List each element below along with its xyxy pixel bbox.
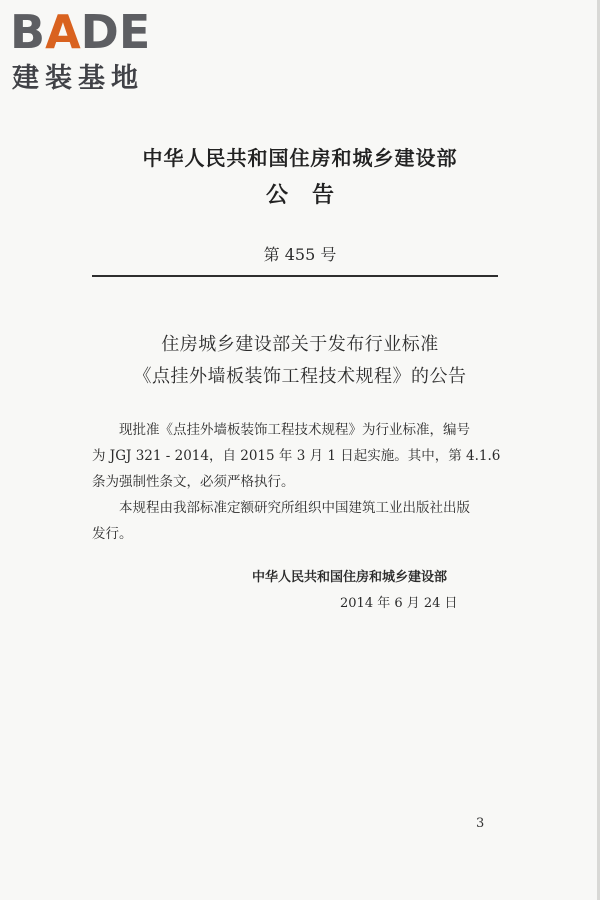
body-line: 现批准《点挂外墙板装饰工程技术规程》为行业标准，编号 (92, 422, 470, 438)
signature-date: 2014 年 6 月 24 日 (340, 596, 458, 611)
body-line: 为 JGJ 321 - 2014，自 2015 年 3 月 1 日起实施。其中，第 4.1.6 (92, 448, 501, 464)
signature-organization: 中华人民共和国住房和城乡建设部 (252, 570, 448, 585)
document-number: 第 455 号 (263, 245, 337, 264)
notice-title: 公告 (265, 183, 358, 208)
page-number: 3 (476, 816, 485, 831)
bade-logo (10, 6, 175, 98)
subject-line-2: 《点挂外墙板装饰工程技术规程》的公告 (133, 366, 467, 387)
logo-wordmark (10, 6, 150, 58)
subject-line-1: 住房城乡建设部关于发布行业标准 (161, 334, 439, 355)
ministry-heading: 中华人民共和国住房和城乡建设部 (142, 146, 458, 170)
body-line: 本规程由我部标准定额研究所组织中国建筑工业出版社出版 (92, 500, 470, 516)
logo-subtitle: 建装基地 (12, 63, 144, 94)
body-line: 发行。 (92, 526, 133, 542)
body-line: 条为强制性条文，必须严格执行。 (92, 474, 295, 490)
logo-letter-a: A (45, 5, 81, 59)
logo-letter-b: B (10, 5, 46, 59)
logo-letters-de: DE (80, 5, 151, 59)
header-divider (92, 275, 498, 277)
